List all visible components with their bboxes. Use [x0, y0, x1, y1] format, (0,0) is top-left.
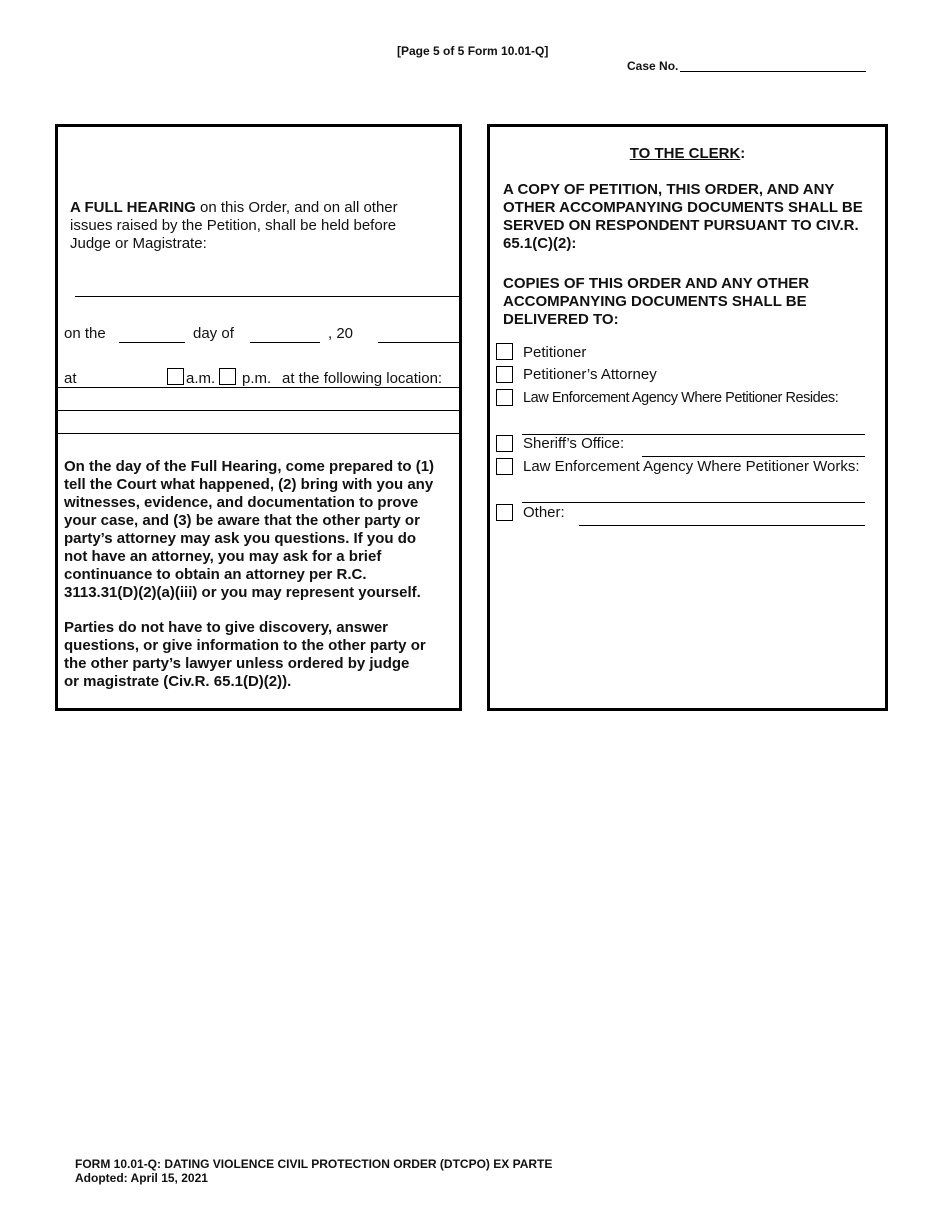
month-field[interactable] — [250, 342, 320, 343]
pm-label: p.m. — [242, 370, 272, 387]
law-enf-resides-label: Law Enforcement Agency Where Petitioner Resides: — [523, 390, 839, 406]
location-label: at the following location: — [282, 370, 443, 387]
on-the-label: on the — [64, 325, 106, 342]
law-enf-works-label: Law Enforcement Agency Where Petitioner Works: — [523, 458, 860, 475]
location-line-2[interactable] — [57, 433, 460, 434]
discovery-paragraph: Parties do not have to give discovery, answer questions, or give information to the other party or the other party’s lawyer unless ordered by judge or magistrate (Civ.R. 65.1(D)(2)). — [64, 619, 426, 690]
am-checkbox[interactable] — [167, 368, 184, 385]
form-title-footer: FORM 10.01-Q: DATING VIOLENCE CIVIL PROTECTION ORDER (DTCPO) EX PARTE — [75, 1157, 553, 1171]
sheriff-field[interactable] — [642, 456, 865, 457]
other-checkbox[interactable] — [496, 504, 513, 521]
other-label: Other: — [523, 504, 565, 521]
case-no-field[interactable] — [680, 71, 866, 72]
law-enf-resides-checkbox[interactable] — [496, 389, 513, 406]
hearing-paragraph: A FULL HEARING on this Order, and on all other issues raised by the Petition, shall be held before Judge or Magistrate: — [70, 199, 398, 252]
petitioner-attorney-checkbox[interactable] — [496, 366, 513, 383]
at-label: at — [64, 370, 77, 387]
case-no-label: Case No. — [627, 59, 679, 73]
sheriff-checkbox[interactable] — [496, 435, 513, 452]
day-field[interactable] — [119, 342, 185, 343]
judge-name-field[interactable] — [75, 296, 459, 297]
sheriff-label: Sheriff’s Office: — [523, 435, 625, 452]
other-field[interactable] — [579, 525, 865, 526]
day-of-label: day of — [193, 325, 234, 342]
petitioner-label: Petitioner — [523, 344, 587, 361]
clerk-title: TO THE CLERK: — [629, 145, 746, 162]
petitioner-checkbox[interactable] — [496, 343, 513, 360]
year-prefix-label: , 20 — [328, 325, 354, 342]
pm-checkbox[interactable] — [219, 368, 236, 385]
am-label: a.m. — [186, 370, 216, 387]
time-field-line[interactable] — [57, 387, 460, 388]
law-enf-works-checkbox[interactable] — [496, 458, 513, 475]
petitioner-attorney-label: Petitioner’s Attorney — [523, 366, 657, 383]
copies-paragraph: COPIES OF THIS ORDER AND ANY OTHER ACCOMPANYING DOCUMENTS SHALL BE DELIVERED TO: — [503, 275, 810, 328]
location-line-1[interactable] — [57, 410, 460, 411]
year-field[interactable] — [378, 342, 459, 343]
copy-paragraph: A COPY OF PETITION, THIS ORDER, AND ANY OTHER ACCOMPANYING DOCUMENTS SHALL BE SERVED ON RESPONDENT PURSUANT TO CIV.R. 65.1(C)(2): — [503, 181, 863, 252]
law-enf-works-field[interactable] — [522, 502, 865, 503]
hearing-bold: A FULL HEARING — [70, 199, 196, 216]
adopted-date-footer: Adopted: April 15, 2021 — [75, 1171, 208, 1185]
prepare-paragraph: On the day of the Full Hearing, come prepared to (1) tell the Court what happened, (2) bring with you any witnesses, evidence, and documentation to prove your case, and (3) be aware that the other party or party’s attorney may ask you questions. If you do not have an attorney, you may ask for a brief continuance to obtain an attorney per R.C. 3113.31(D)(2)(a)(iii) or you may represent yourself. — [64, 458, 435, 601]
page-label: [Page 5 of 5 Form 10.01-Q] — [397, 44, 549, 58]
